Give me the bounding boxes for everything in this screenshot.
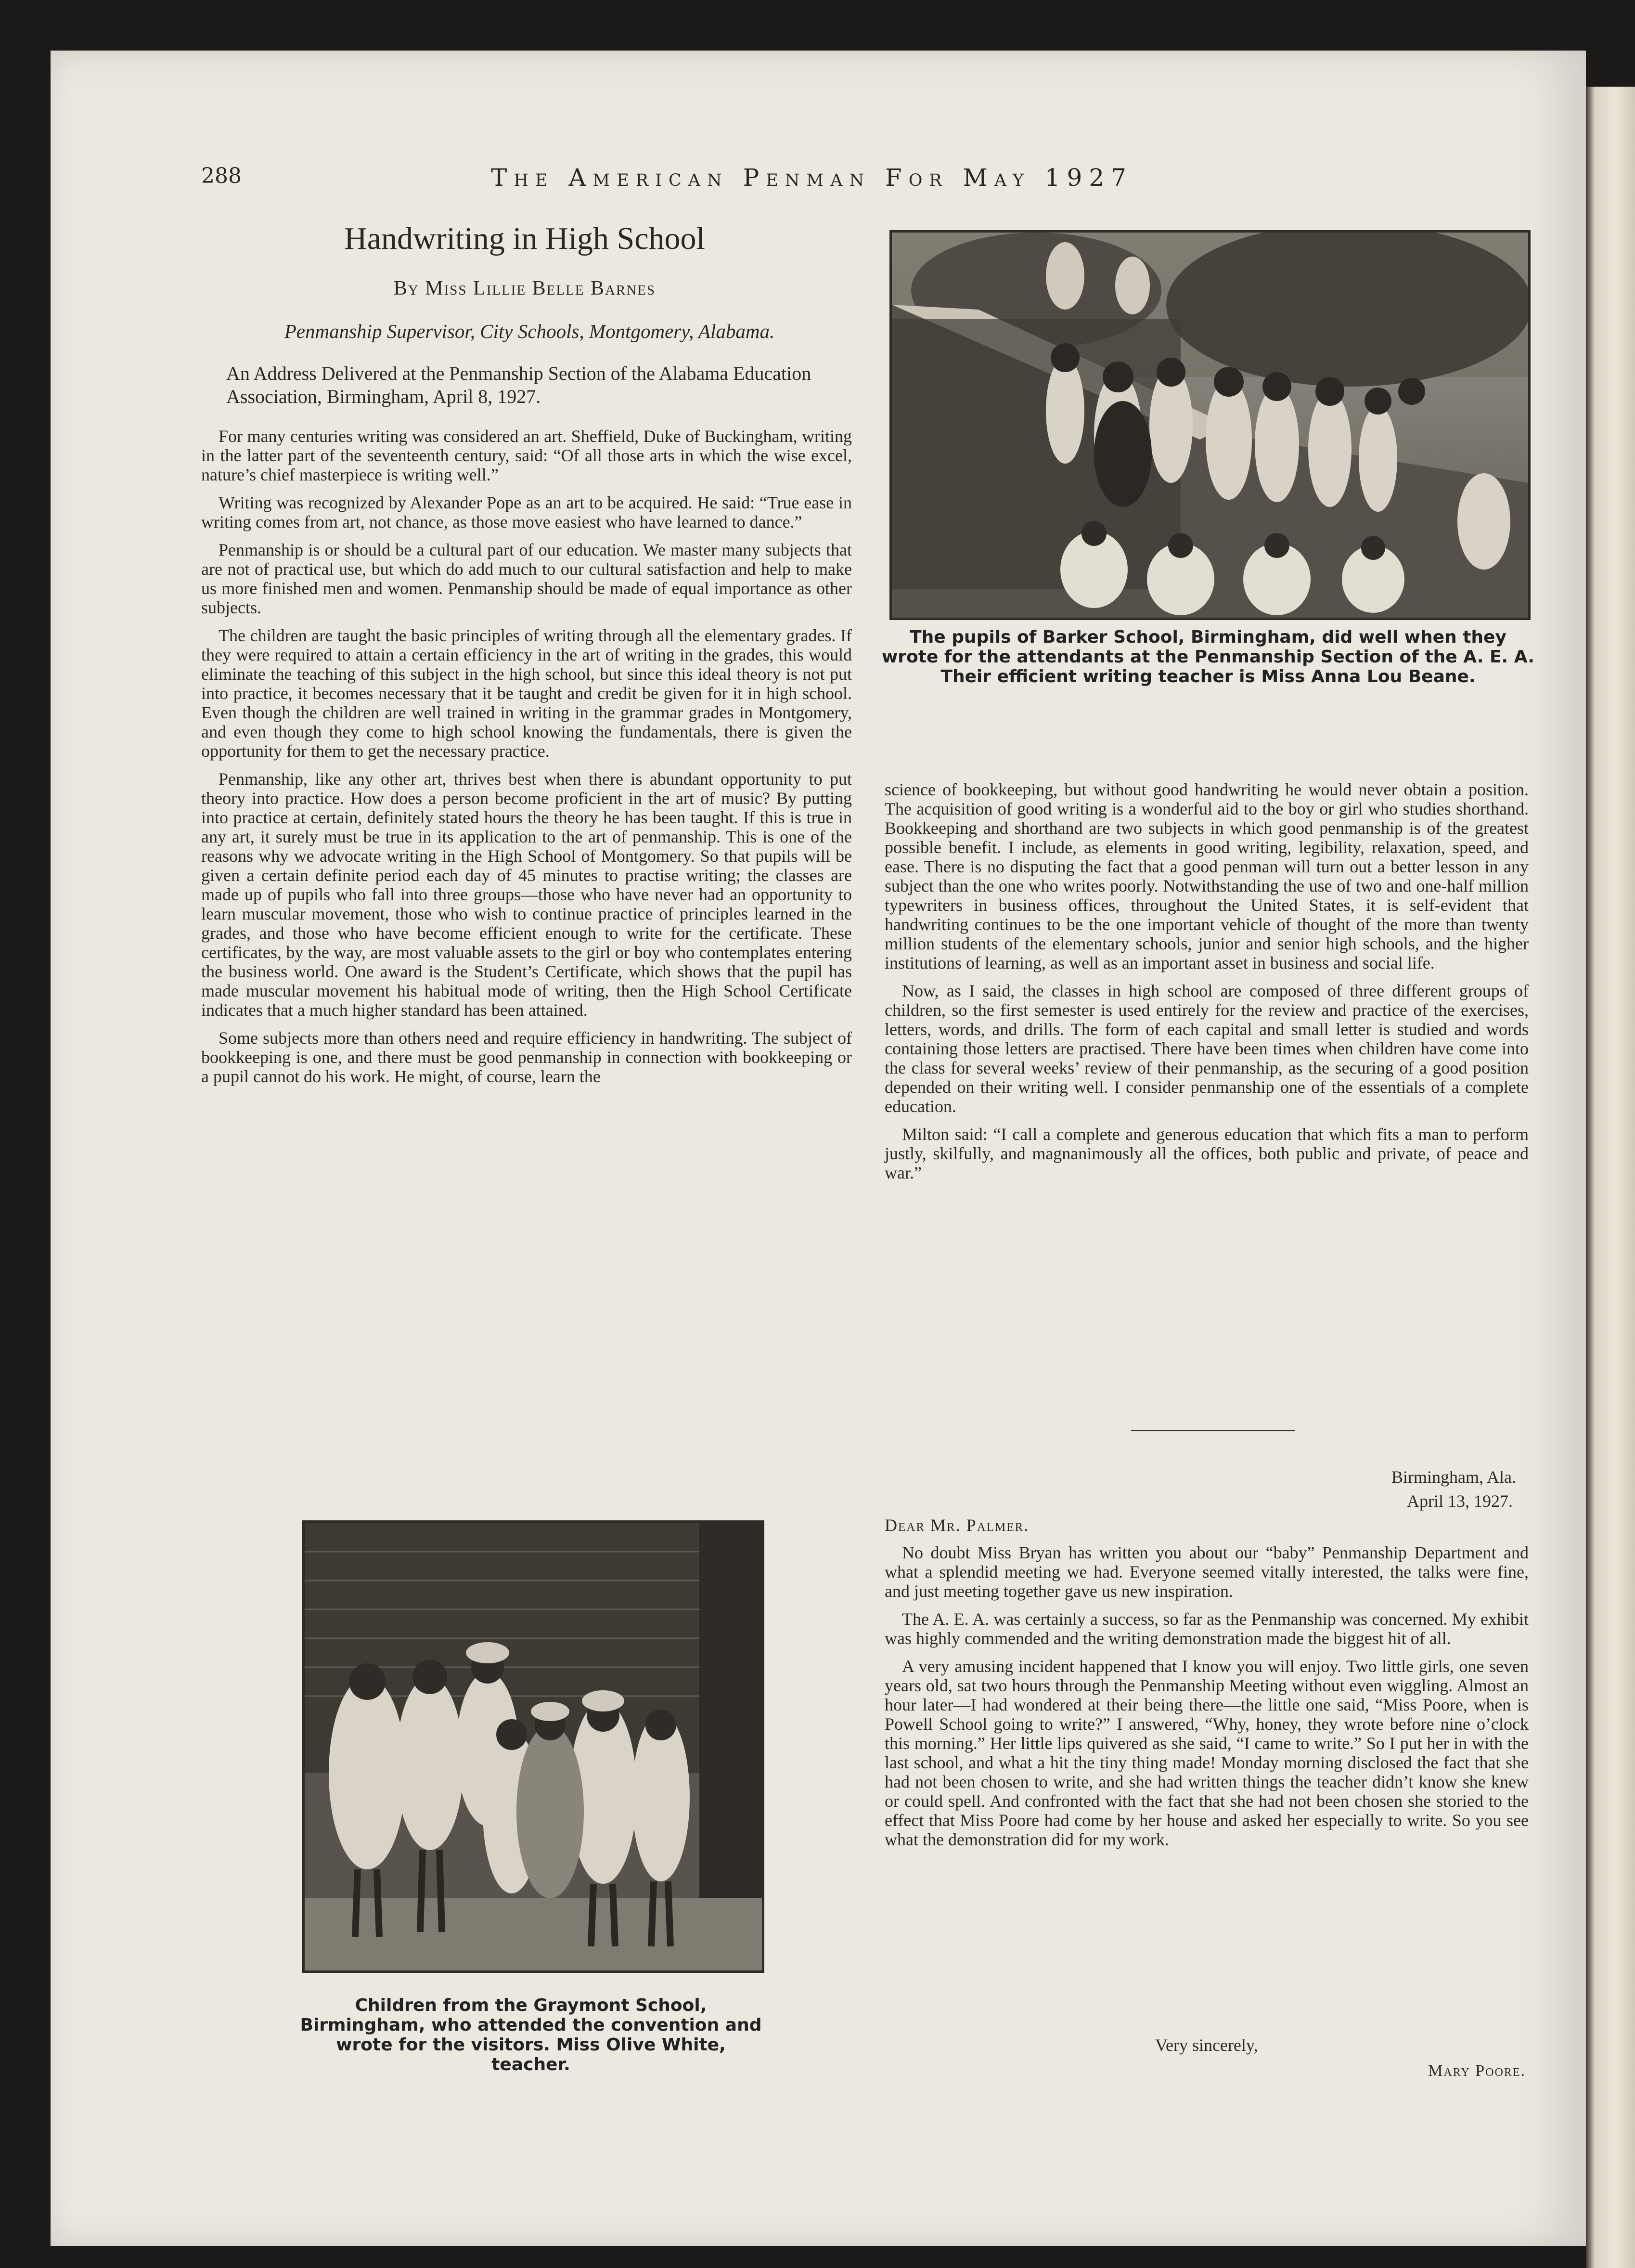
letter-date: April 13, 1927. [1407,1491,1513,1511]
paragraph: The A. E. A. was certainly a success, so far as the Penmanship was concerned. My exhibit was highly commended and the writing demonstration made the biggest hit of all. [885,1609,1529,1648]
paragraph: science of bookkeeping, but without good handwriting he would never obtain a position. The acquisition of good writing is a wonderful aid to the boy or girl who studies shorthand. Bookkeeping and shorthand are two subjects in which good penmanship is of the greatest possible benefit. I include, as elements in good writing, legibility, relaxation, speed, and ease. There is no disputing the fact that a good penman will turn out a better lesson in any subject than the one who writes poorly. Notwithstanding the use of two and one-half million typewriters in business offices, throughout the United States, it is self-evident that handwriting continues to be the one important vehicle of thought of the more than twenty million students of the elementary schools, junior and senior high schools, and the higher institutions of learning, as well as an important asset in business and social life. [885,780,1529,972]
barker-school-photo [889,230,1531,620]
section-divider [1131,1430,1295,1431]
paragraph: A very amusing incident happened that I know you will enjoy. Two little girls, one seven years old, sat two hours through the Penmanship Meeting without even wiggling. Almost an hour later—I had wondered at their being there—the little one said, “Miss Poore, when is Powell School going to write?” I answered, “Why, honey, they wrote before nine o’clock this morning.” Her little lips quivered as she said, “I came to write.” So I put her in with the last school, and what a hit the tiny thing made! Monday morning disclosed the fact that she had not been chosen to write, and she had written things the teacher didn’t know she knew or could spell. And confronted with the fact that she had not been chosen she storied to the effect that Miss Poore had come by her house and asked her especially to write. So you see what the demonstration did for my work. [885,1657,1529,1849]
paragraph: Milton said: “I call a complete and generous education that which fits a man to perform justly, skilfully, and magnanimously all the offices, both public and private, of peace and war.” [885,1125,1529,1182]
letter-place: Birmingham, Ala. [1391,1467,1516,1487]
letter-closing: Very sincerely, [1155,2035,1258,2055]
author-position: Penmanship Supervisor, City Schools, Montgomery, Alabama. [284,320,775,342]
graymont-photo-caption: Children from the Graymont School, Birmingham, who attended the convention and wrote for the visitors. Miss Olive White, teacher. [300,1996,762,2074]
letter-body [885,1543,1529,1858]
article-title: Handwriting in High School [344,221,705,256]
article-left-column [201,427,852,1095]
letter-signature: Mary Poore. [1428,2062,1526,2080]
paragraph: Writing was recognized by Alexander Pope as an art to be acquired. He said: “True ease in writing comes from art, not chance, as those move easiest who have learned to dance.” [201,493,852,531]
graymont-school-photo [302,1520,764,1973]
paragraph: Some subjects more than others need and require efficiency in handwriting. The subject of bookkeeping is one, and there must be good penmanship in connection with bookkeeping or a pupil cannot do his work. He might, of course, learn the [201,1028,852,1086]
article-byline: By Miss Lillie Belle Barnes [393,277,656,299]
paragraph: The children are taught the basic principles of writing through all the elementary grades. If they were required to attain a certain efficiency in the art of writing in the grades, this would eliminate the teaching of this subject in the high school, but since this ideal theory is not put into practice, it becomes necessary that it be taught and credit be given for it in high school. Even though the children are well trained in writing in the grammar grades in Montgomery, and even though they come to high school knowing the fundamentals, there is given the opportunity for them to get the necessary practice. [201,626,852,761]
running-title: The American Penman For May 1927 [491,164,1133,192]
paragraph: No doubt Miss Bryan has written you about our “baby” Penmanship Department and what a splendid meeting we had. Everyone seemed vitally interested, the talks were fine, and just meeting together gave us new inspiration. [885,1543,1529,1601]
paragraph: Now, as I said, the classes in high school are composed of three different groups of children, so the first semester is used entirely for the review and practice of the exercises, letters, words, and drills. The form of each capital and small letter is studied and words containing those letters are practised. There have been times when children have come into the class for several weeks’ review of their penmanship, as the securing of a good position depended on their writing well. I consider penmanship one of the essentials of a complete education. [885,981,1529,1116]
letter-salutation: Dear Mr. Palmer. [885,1516,1030,1535]
book-edge [1586,87,1635,2268]
graymont-photo-illustration [305,1523,762,1970]
barker-photo-caption: The pupils of Barker School, Birmingham, did well when they wrote for the attendants at the Penmanship Section of the A. E. A. Their efficient writing teacher is Miss Anna Lou Beane. [882,627,1534,687]
article-right-column [885,780,1529,1191]
paragraph: Penmanship, like any other art, thrives best when there is abundant opportunity to put theory into practice. How does a person become proficient in the art of music? By putting into practice at certain, definitely stated hours the theory he has been taught. If this is true in any art, it surely must be true in its application to the art of penmanship. This is one of the reasons why we advocate writing in the High School of Montgomery. So that pupils will be given a certain definite period each day of 45 minutes to practise writing; the classes are made up of pupils who fall into three groups—those who have never had an opportunity to learn muscular movement, those who wish to continue practice of principles learned in the grades, and those who have become efficient enough to write for the certificate. These certificates, by the way, are most valuable assets to the girl or boy who contemplates entering the business world. One award is the Student’s Certificate, which shows that the pupil has made muscular movement his habitual mode of writing, then the High School Certificate indicates that a much higher standard has been attained. [201,769,852,1020]
paragraph: Penmanship is or should be a cultural part of our education. We master many subjects that are not of practical use, but which do add much to our cultural satisfaction and help to make us more finished men and women. Penmanship should be made of equal importance as other subjects. [201,540,852,617]
paragraph: For many centuries writing was considered an art. Sheffield, Duke of Buckingham, writing in the latter part of the seventeenth century, said: “Of all those arts in which the wise excel, nature’s chief masterpiece is writing well.” [201,427,852,484]
address-note: An Address Delivered at the Penmanship Section of the Alabama Education Association, Birmingham, April 8, 1927. [226,363,811,407]
barker-photo-illustration [892,233,1528,618]
page-number: 288 [201,164,242,188]
